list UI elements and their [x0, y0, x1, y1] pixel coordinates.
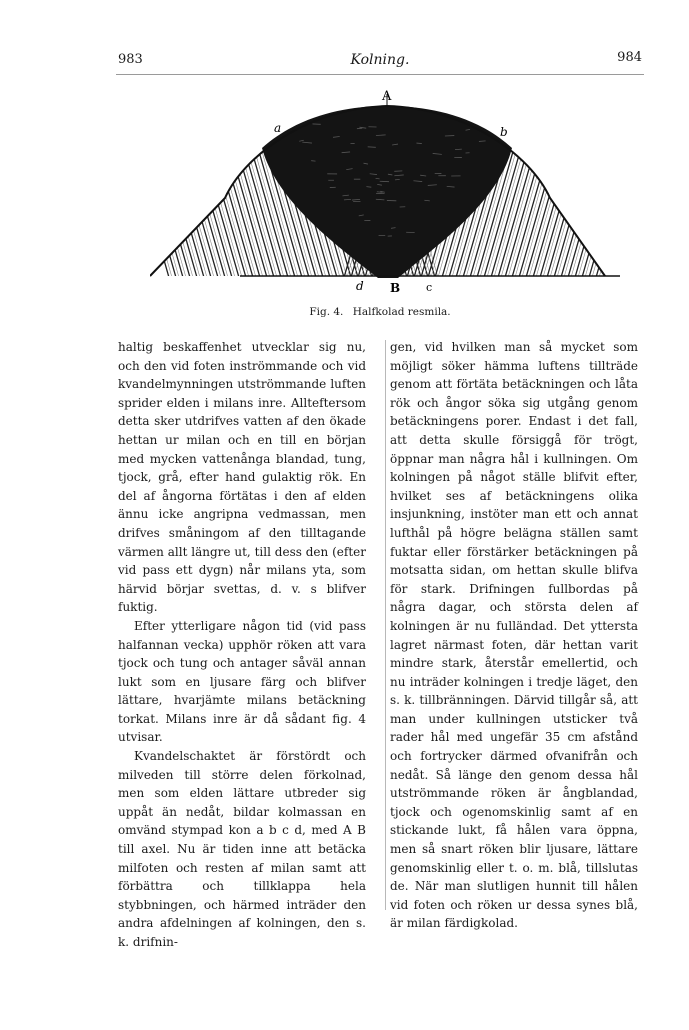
core-streak	[376, 199, 385, 200]
figure-caption-text: Halfkolad resmila.	[352, 306, 451, 318]
log-stroke	[574, 106, 624, 281]
log-stroke	[150, 106, 198, 281]
log-stroke	[595, 106, 625, 281]
label-A: A	[382, 89, 392, 104]
log-stroke	[567, 106, 617, 281]
charred-core	[262, 106, 512, 278]
core-streak	[395, 179, 400, 180]
log-stroke	[150, 106, 177, 281]
log-shade	[598, 106, 625, 281]
log-shade	[577, 106, 625, 281]
log-shade	[150, 106, 180, 281]
log-stroke	[553, 106, 603, 281]
column-divider	[385, 340, 386, 910]
paragraph: Efter ytterligare någon tid (vid pass halfannan vecka) upphör röken att vara tjock och tung och antager såväl annan lukt som en ljusare färg och blifver lättare, hvarjämte milans betäckning torkat. Milans inre är då sådant fig. 4 utvisar.	[118, 618, 366, 745]
core-streak	[366, 187, 371, 188]
log-stroke	[150, 106, 170, 281]
paragraph: Kvandelschaktet är förstördt och milveden till större delen förkolnad, men som elden lättare utbreder sig uppåt än nedåt, bildar kolmassan en omvänd stympad kon a b c d, med A B till axel. Nu är tiden inne att betäcka milfoten och resten af milan samt att förbättra och tillklappa hela stybbningen, och härmed inträder den andra afdelningen af kolningen, den s. k. drifnin-	[118, 749, 366, 949]
label-d: d	[356, 279, 364, 293]
right-column	[390, 338, 638, 933]
paragraph: haltig beskaffenhet utvecklar sig nu, och den vid foten inströmmande och vid kvandelmynningen utströmmande luften sprider elden i milans inre. Allteftersom detta sker utdrifves vatten af den ökade hettan ur milan och en till en början med mycken vattenånga blandad, tung, tjock, grå, efter hand gulaktig rök. En del af ångorna förtätas i den af elden ännu icke angripna vedmassan, men drifves småningom af den tilltagande värmen allt längre ut, till dess den (efter vid pass ett dygn) når milans yta, som härvid börjar svettas, d. v. s blifver fuktig.	[118, 340, 366, 615]
label-a: a	[274, 121, 282, 135]
core-streak	[344, 199, 351, 200]
log-stroke	[155, 106, 205, 281]
log-shade	[150, 106, 194, 281]
log-shade	[591, 106, 625, 281]
running-title: Kolning.	[350, 52, 410, 68]
header-rule	[116, 74, 644, 75]
paragraph: gen, vid hvilken man så mycket som möjligt söker hämma luftens tillträde genom att förtäta betäckningen och låta rök och ångor söka sig utgång genom betäckningens porer. Endast i det fall, att detta skulle försiggå för trögt, öppnar man några hål i kullningen. Om kolningen på något ställe blifvit efter, hvilket ses af betäckningens olika insjunkning, instöter man ett och annat lufthål på högre belägna ställen samt fuktar eller förstärker betäckningen på motsatta sidan, om hettan skulle blifva för stark. Drifningen fullbordas på några dagar, och största delen af kolningen är nu fulländad. Det yttersta lagret närmast foten, där hettan varit mindre stark, återstår emellertid, och nu inträder kolningen i tredje läget, den s. k. tillbränningen. Därvid tillgår så, att man under kullningen utsticker två rader hål med ungefär 35 cm afstånd och fortrycker därmed ofvanifrån och nedåt. Så länge den genom dessa hål utströmmande röken är ångblandad, tjock och ogenomskinlig samt af en stickande lukt, få hålen vara öppna, men så snart röken blir ljusare, lättare genomskinlig eller t. o. m. blå, tillslutas de. När man slutligen hunnit till hålen vid foten och röken ur dessa synes blå, är milan färdigkolad.	[390, 340, 638, 931]
label-b: b	[500, 125, 508, 139]
label-c: c	[426, 281, 433, 294]
page-number-left: 983	[118, 52, 143, 67]
page-header	[118, 50, 642, 72]
log-stroke	[581, 106, 625, 281]
log-stroke	[150, 106, 184, 281]
core-streak	[479, 141, 486, 142]
log-shade	[150, 106, 187, 281]
log-stroke	[588, 106, 625, 281]
figure-caption	[120, 306, 640, 318]
page-number-right: 984	[617, 50, 642, 65]
log-stroke	[560, 106, 610, 281]
left-column	[118, 338, 366, 952]
core-streak	[376, 178, 380, 179]
charcoal-kiln-illustration	[150, 86, 625, 296]
figure-number: Fig. 4.	[309, 306, 344, 318]
log-shade	[570, 106, 620, 281]
label-B: B	[390, 281, 401, 295]
core-streak	[455, 149, 462, 150]
